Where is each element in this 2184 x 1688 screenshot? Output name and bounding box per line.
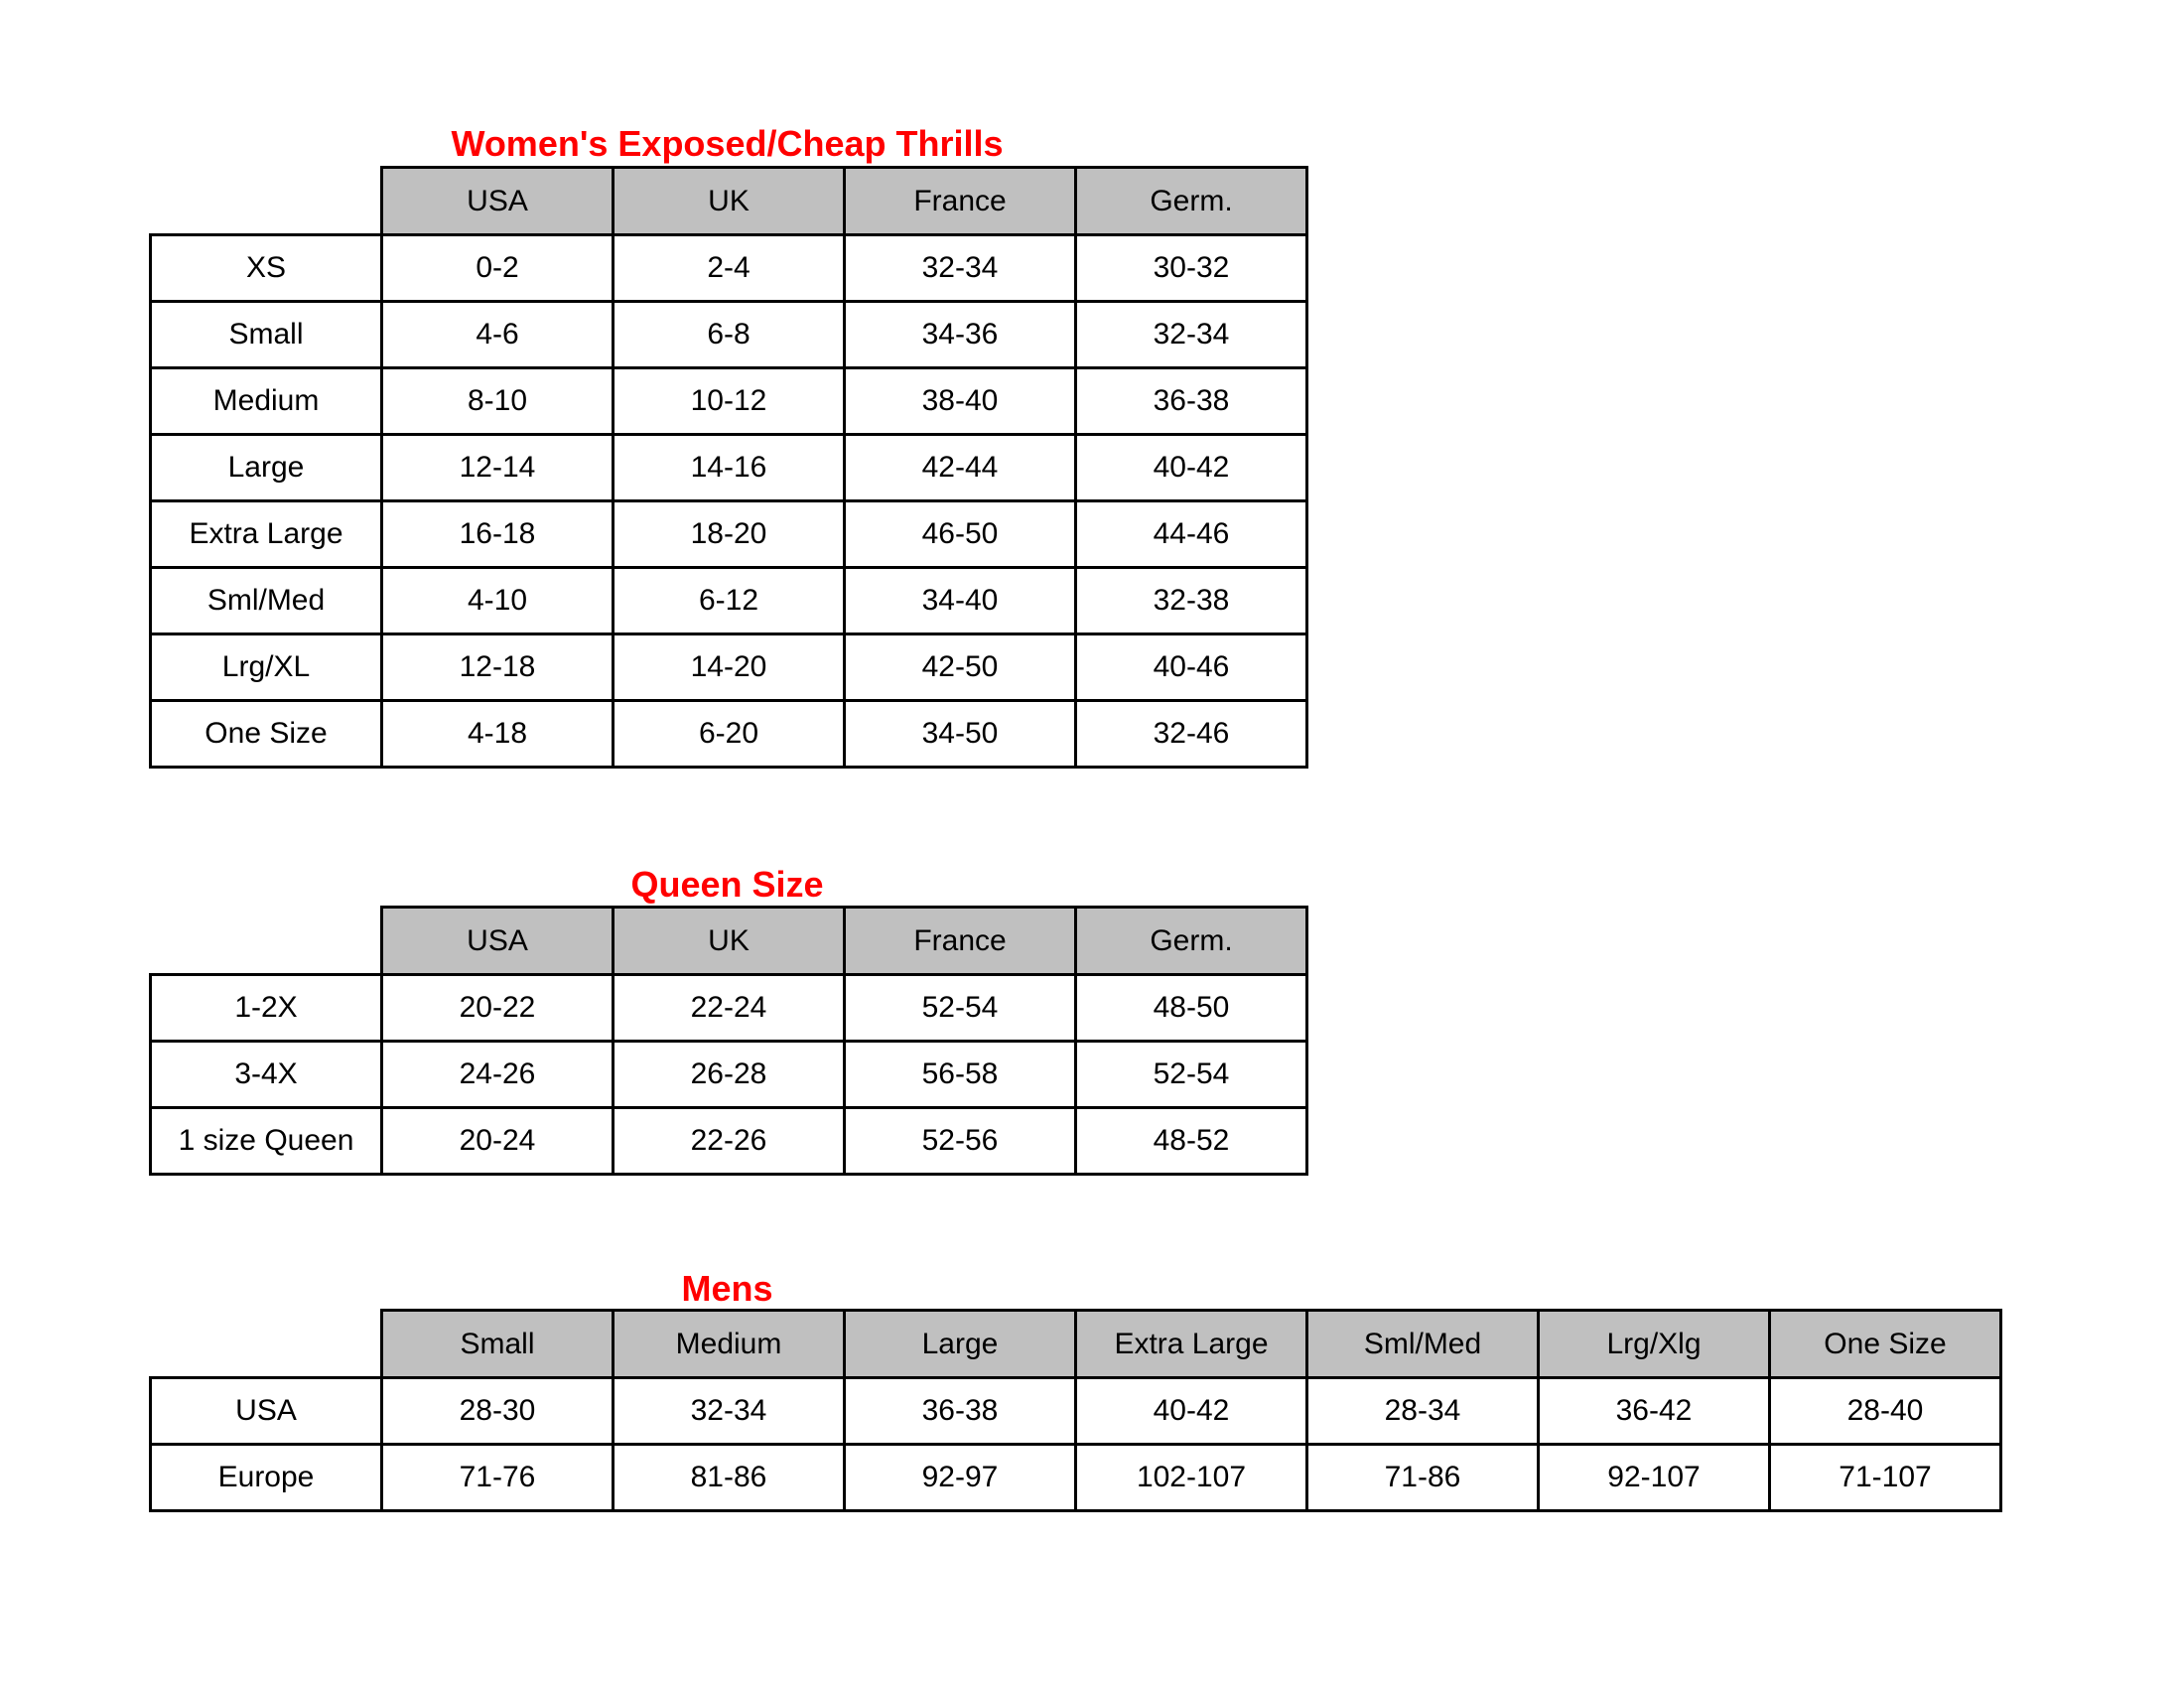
cell: 22-26 <box>614 1108 845 1175</box>
cell: 12-14 <box>382 435 614 501</box>
row-label: 1 size Queen <box>151 1108 382 1175</box>
row-label: 3-4X <box>151 1042 382 1108</box>
cell: 56-58 <box>845 1042 1076 1108</box>
column-header-extra-large: Extra Large <box>1076 1311 1307 1378</box>
row-label: Medium <box>151 368 382 435</box>
cell: 20-22 <box>382 975 614 1042</box>
table-header-row <box>151 1311 2001 1378</box>
blank-corner-cell <box>151 908 382 975</box>
cell: 46-50 <box>845 501 1076 568</box>
column-header-one-size: One Size <box>1770 1311 2001 1378</box>
column-header-large: Large <box>845 1311 1076 1378</box>
table-row <box>151 1108 1307 1175</box>
column-header-france: France <box>845 168 1076 235</box>
cell: 16-18 <box>382 501 614 568</box>
row-label: Small <box>151 302 382 368</box>
cell: 71-107 <box>1770 1445 2001 1511</box>
column-header-usa: USA <box>382 908 614 975</box>
table-header-row <box>151 168 1307 235</box>
cell: 42-44 <box>845 435 1076 501</box>
cell: 71-86 <box>1307 1445 1539 1511</box>
cell: 28-34 <box>1307 1378 1539 1445</box>
cell: 0-2 <box>382 235 614 302</box>
column-header-germ: Germ. <box>1076 908 1307 975</box>
cell: 34-36 <box>845 302 1076 368</box>
mens-size-table <box>149 1309 2002 1512</box>
cell: 42-50 <box>845 634 1076 701</box>
column-header-medium: Medium <box>614 1311 845 1378</box>
row-label: XS <box>151 235 382 302</box>
cell: 36-42 <box>1539 1378 1770 1445</box>
table-row <box>151 1445 2001 1511</box>
cell: 6-8 <box>614 302 845 368</box>
cell: 32-34 <box>614 1378 845 1445</box>
cell: 36-38 <box>845 1378 1076 1445</box>
row-label: Sml/Med <box>151 568 382 634</box>
queen-size-table <box>149 906 1308 1176</box>
table-row <box>151 302 1307 368</box>
table-row <box>151 235 1307 302</box>
cell: 81-86 <box>614 1445 845 1511</box>
cell: 40-42 <box>1076 435 1307 501</box>
table-row <box>151 568 1307 634</box>
table-header-row <box>151 908 1307 975</box>
column-header-sml-med: Sml/Med <box>1307 1311 1539 1378</box>
cell: 102-107 <box>1076 1445 1307 1511</box>
cell: 40-42 <box>1076 1378 1307 1445</box>
womens-size-table <box>149 166 1308 769</box>
table-row <box>151 501 1307 568</box>
cell: 38-40 <box>845 368 1076 435</box>
blank-corner-cell <box>151 1311 382 1378</box>
column-header-france: France <box>845 908 1076 975</box>
table-row <box>151 1378 2001 1445</box>
column-header-small: Small <box>382 1311 614 1378</box>
cell: 24-26 <box>382 1042 614 1108</box>
cell: 52-54 <box>1076 1042 1307 1108</box>
cell: 48-50 <box>1076 975 1307 1042</box>
column-header-usa: USA <box>382 168 614 235</box>
cell: 28-40 <box>1770 1378 2001 1445</box>
cell: 8-10 <box>382 368 614 435</box>
cell: 40-46 <box>1076 634 1307 701</box>
table-row <box>151 701 1307 768</box>
cell: 32-34 <box>845 235 1076 302</box>
cell: 2-4 <box>614 235 845 302</box>
row-label: 1-2X <box>151 975 382 1042</box>
cell: 6-20 <box>614 701 845 768</box>
cell: 34-40 <box>845 568 1076 634</box>
cell: 14-20 <box>614 634 845 701</box>
cell: 32-46 <box>1076 701 1307 768</box>
queen-table-title: Queen Size <box>630 864 824 905</box>
cell: 48-52 <box>1076 1108 1307 1175</box>
cell: 12-18 <box>382 634 614 701</box>
mens-table-title: Mens <box>681 1268 773 1309</box>
cell: 92-97 <box>845 1445 1076 1511</box>
column-header-germ: Germ. <box>1076 168 1307 235</box>
cell: 4-10 <box>382 568 614 634</box>
cell: 22-24 <box>614 975 845 1042</box>
cell: 28-30 <box>382 1378 614 1445</box>
womens-table-title: Women's Exposed/Cheap Thrills <box>451 123 1004 164</box>
cell: 52-56 <box>845 1108 1076 1175</box>
cell: 4-6 <box>382 302 614 368</box>
row-label: Large <box>151 435 382 501</box>
cell: 92-107 <box>1539 1445 1770 1511</box>
cell: 36-38 <box>1076 368 1307 435</box>
row-label: USA <box>151 1378 382 1445</box>
cell: 10-12 <box>614 368 845 435</box>
cell: 44-46 <box>1076 501 1307 568</box>
cell: 52-54 <box>845 975 1076 1042</box>
cell: 14-16 <box>614 435 845 501</box>
cell: 71-76 <box>382 1445 614 1511</box>
row-label: Extra Large <box>151 501 382 568</box>
cell: 32-38 <box>1076 568 1307 634</box>
cell: 26-28 <box>614 1042 845 1108</box>
table-row <box>151 368 1307 435</box>
row-label: Lrg/XL <box>151 634 382 701</box>
column-header-uk: UK <box>614 168 845 235</box>
table-row <box>151 1042 1307 1108</box>
column-header-uk: UK <box>614 908 845 975</box>
cell: 30-32 <box>1076 235 1307 302</box>
cell: 20-24 <box>382 1108 614 1175</box>
row-label: One Size <box>151 701 382 768</box>
table-row <box>151 975 1307 1042</box>
table-row <box>151 435 1307 501</box>
cell: 34-50 <box>845 701 1076 768</box>
cell: 18-20 <box>614 501 845 568</box>
cell: 32-34 <box>1076 302 1307 368</box>
blank-corner-cell <box>151 168 382 235</box>
column-header-lrg-xlg: Lrg/Xlg <box>1539 1311 1770 1378</box>
row-label: Europe <box>151 1445 382 1511</box>
cell: 4-18 <box>382 701 614 768</box>
cell: 6-12 <box>614 568 845 634</box>
table-row <box>151 634 1307 701</box>
